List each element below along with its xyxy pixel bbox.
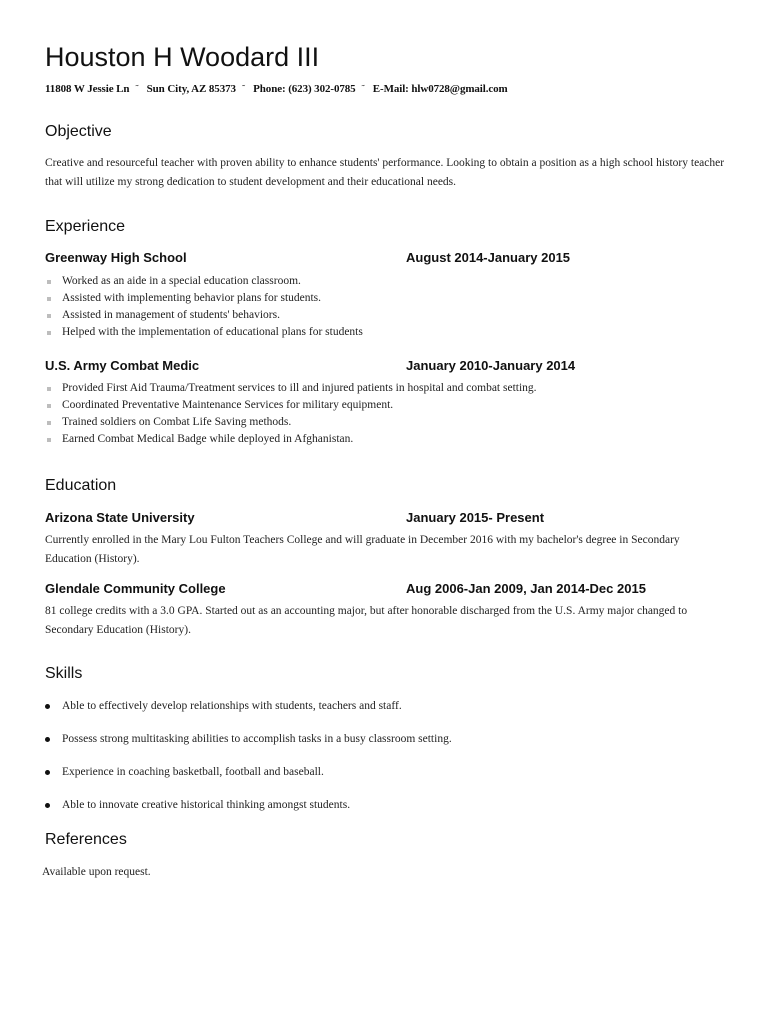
city-text: Sun City, AZ 85373: [146, 83, 236, 95]
skills-heading: Skills: [45, 665, 83, 682]
job-dates: January 2010-January 2014: [406, 358, 576, 373]
bullet-icon: [47, 421, 51, 425]
job-title: Greenway High School: [45, 250, 187, 265]
job-title: U.S. Army Combat Medic: [45, 358, 200, 373]
phone-text: Phone: (623) 302-0785: [253, 83, 356, 95]
education-heading: Education: [45, 477, 117, 494]
references-heading: References: [45, 831, 127, 848]
list-item-text: Assisted with implementing behavior plans for students.: [62, 292, 322, 304]
job-dates: August 2014-January 2015: [406, 250, 571, 265]
separator-glyph: ˜: [361, 84, 365, 95]
list-item: [45, 414, 537, 431]
list-item-text: Worked as an aide in a special education classroom.: [62, 275, 301, 287]
objective-text: Creative and resourceful teacher with proven ability to enhance students' performance. Looking to obtain a position as a high school history teacher that will utilize my strong dedication to student development and their educational needs.: [45, 157, 725, 188]
list-item-text: Helped with the implementation of educational plans for students: [62, 326, 363, 338]
bullet-icon: [47, 297, 51, 301]
list-item: [45, 397, 537, 414]
list-item-text: Possess strong multitasking abilities to accomplish tasks in a busy classroom setting.: [62, 733, 452, 745]
school-title: Arizona State University: [45, 510, 195, 525]
school-title: Glendale Community College: [45, 581, 226, 596]
skills-list: [45, 698, 452, 830]
school-dates: Aug 2006-Jan 2009, Jan 2014-Dec 2015: [406, 581, 646, 596]
list-item: [45, 431, 537, 448]
bullet-icon: [47, 331, 51, 335]
list-item-text: Earned Combat Medical Badge while deployed in Afghanistan.: [62, 433, 354, 445]
list-item-text: Trained soldiers on Combat Life Saving methods.: [62, 416, 292, 428]
bullet-icon: [47, 280, 51, 284]
bullet-icon: [47, 404, 51, 408]
contact-line: [45, 83, 508, 95]
list-item: [45, 324, 363, 341]
list-item: [45, 764, 452, 797]
separator-glyph: ˜: [241, 84, 246, 95]
address-text: 11808 W Jessie Ln: [45, 83, 130, 95]
list-item-text: Experience in coaching basketball, football and baseball.: [62, 766, 324, 778]
bullet-icon: [47, 387, 51, 391]
bullet-icon: [45, 803, 50, 808]
bullet-icon: [47, 438, 51, 442]
list-item: [45, 380, 537, 397]
separator-glyph: ˜: [135, 84, 139, 95]
school-description: 81 college credits with a 3.0 GPA. Started out as an accounting major, but after honorable discharged from the U.S. Army major changed to Secondary Education (History).: [45, 605, 688, 636]
job-bullet-list: [45, 273, 363, 341]
resume-name: Houston H Woodard III: [45, 42, 320, 72]
list-item: [45, 731, 452, 764]
school-description: Currently enrolled in the Mary Lou Fulton Teachers College and will graduate in December 2016 with my bachelor's degree in Secondary Education (History).: [45, 534, 680, 565]
list-item-text: Provided First Aid Trauma/Treatment services to ill and injured patients in hospital and combat setting.: [62, 382, 537, 394]
list-item: [45, 290, 363, 307]
list-item: [45, 797, 452, 830]
list-item-text: Able to innovate creative historical thinking amongst students.: [62, 799, 351, 811]
objective-heading: Objective: [45, 123, 112, 140]
list-item: [45, 273, 363, 290]
list-item: [45, 698, 452, 731]
bullet-icon: [45, 770, 50, 775]
experience-heading: Experience: [45, 218, 126, 235]
job-bullet-list: [45, 380, 537, 448]
school-dates: January 2015- Present: [406, 510, 545, 525]
list-item-text: Assisted in management of students' behaviors.: [62, 309, 280, 321]
bullet-icon: [45, 737, 50, 742]
references-text: Available upon request.: [42, 866, 151, 878]
list-item-text: Able to effectively develop relationships with students, teachers and staff.: [62, 700, 402, 712]
list-item: [45, 307, 363, 324]
email-text: E-Mail: hlw0728@gmail.com: [372, 83, 508, 95]
bullet-icon: [45, 704, 50, 709]
bullet-icon: [47, 314, 51, 318]
list-item-text: Coordinated Preventative Maintenance Services for military equipment.: [62, 399, 394, 411]
